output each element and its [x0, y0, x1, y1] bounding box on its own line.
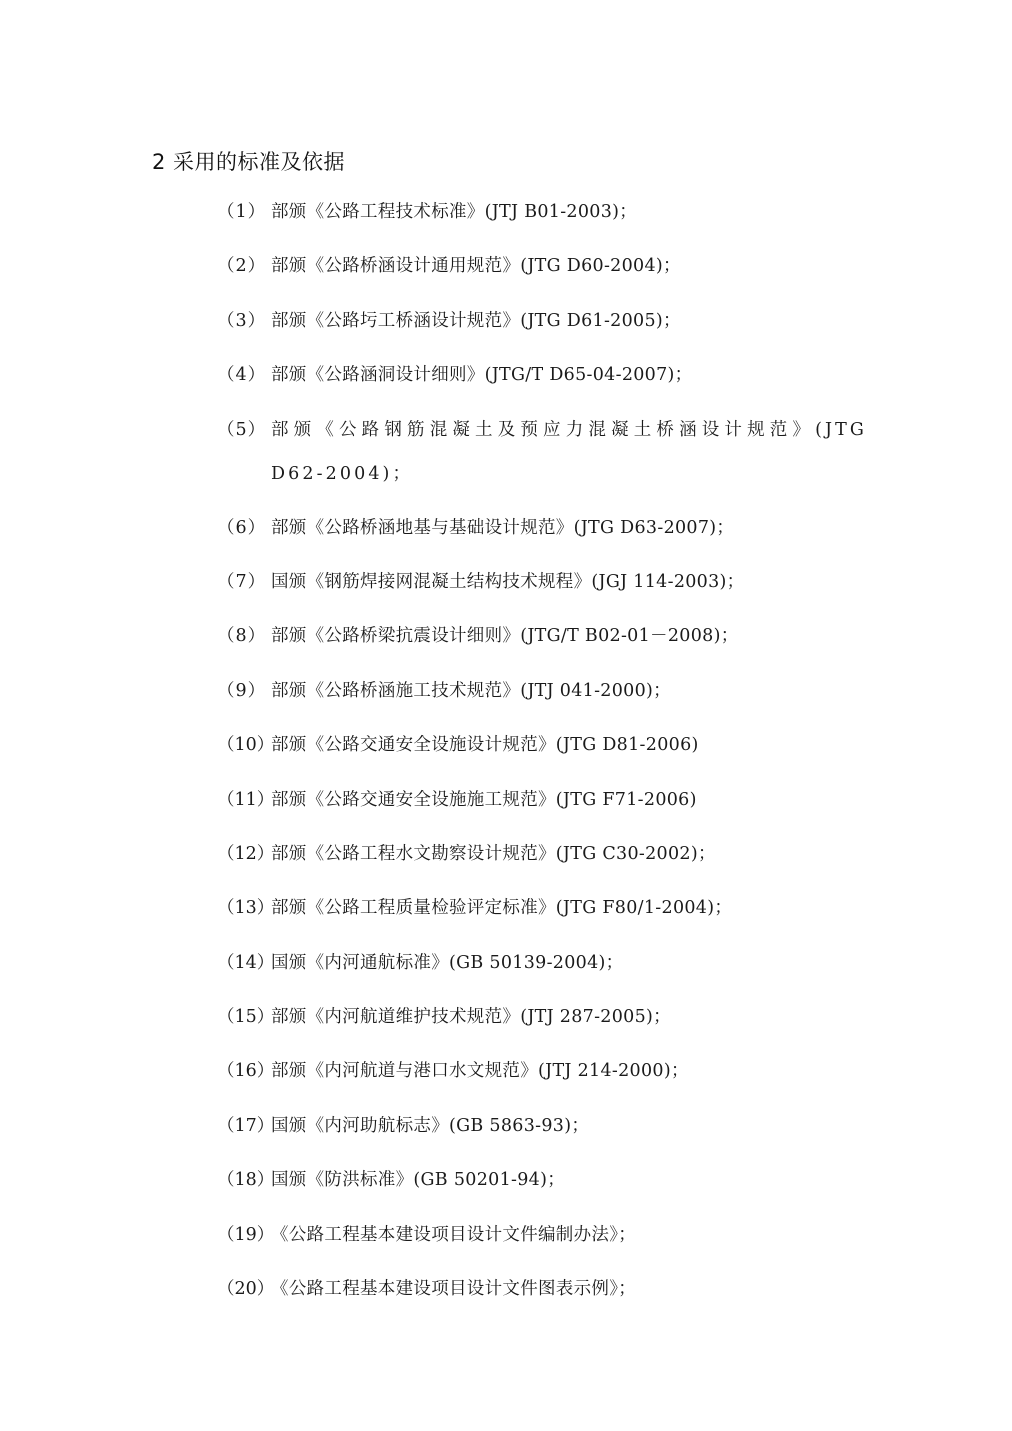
list-item [217, 513, 867, 543]
list-item-number: （18） [217, 1170, 275, 1191]
section-title: 2 采用的标准及依据 [152, 150, 346, 174]
list-item-text: 部颁《公路钢筋混凝土及预应力混凝土桥涵设计规范》(JTG D62-2004)； [271, 419, 867, 484]
list-item-text: 部颁《公路桥梁抗震设计细则》(JTG/T B02-01－2008)； [271, 626, 739, 647]
list-item-number: （17） [217, 1115, 275, 1136]
list-item-text: 国颁《钢筋焊接网混凝土结构技术规程》(JGJ 114-2003)； [271, 571, 745, 592]
list-item-text: 部颁《内河航道维护技术规范》(JTJ 287-2005)； [271, 1007, 671, 1028]
list-item [217, 415, 867, 496]
list-item-number: （10） [217, 735, 275, 756]
list-item-text: 部颁《公路桥涵施工技术规范》(JTJ 041-2000)； [271, 680, 671, 701]
list-item [217, 785, 867, 815]
list-item [217, 893, 867, 923]
list-item-text: 部颁《公路圬工桥涵设计规范》(JTG D61-2005)； [271, 310, 681, 331]
list-item-text: 部颁《公路交通安全设施施工规范》(JTG F71-2006) [271, 789, 697, 810]
list-item-number: （2） [217, 256, 267, 277]
list-item-number: （3） [217, 310, 267, 331]
list-item-number: （8） [217, 626, 267, 647]
list-item-text: 部颁《公路桥涵地基与基础设计规范》(JTG D63-2007)； [271, 517, 735, 538]
list-item [217, 621, 867, 651]
list-item-number: （12） [217, 843, 275, 864]
list-item-number: （1） [217, 202, 267, 222]
list-item [217, 306, 867, 336]
list-item [217, 1056, 867, 1086]
list-item-number: （15） [217, 1007, 275, 1028]
list-item-number: （6） [217, 517, 267, 538]
list-item-text: 部颁《公路工程技术标准》(JTJ B01-2003)； [271, 202, 638, 222]
list-item-text: 《公路工程基本建设项目设计文件图表示例》； [271, 1279, 637, 1300]
list-item [217, 1274, 867, 1304]
list-item [217, 1220, 867, 1250]
list-item-text: 部颁《公路工程水文勘察设计规范》(JTG C30-2002)； [271, 843, 716, 864]
list-item-text: 部颁《公路交通安全设施设计规范》(JTG D81-2006) [271, 735, 699, 756]
list-item-number: （20） [217, 1279, 275, 1300]
list-item-number: （9） [217, 680, 267, 701]
list-item-text: 《公路工程基本建设项目设计文件编制办法》； [271, 1224, 637, 1245]
list-item [217, 197, 867, 227]
list-item-number: （16） [217, 1061, 275, 1082]
list-item-number: （19） [217, 1224, 275, 1245]
list-item-number: （14） [217, 952, 275, 973]
list-item [217, 948, 867, 978]
list-item-text: 部颁《公路涵洞设计细则》(JTG/T D65-04-2007)； [271, 365, 693, 386]
list-item [217, 360, 867, 390]
list-item-text: 国颁《防洪标准》(GB 50201-94)； [271, 1170, 566, 1191]
list-item-text: 部颁《公路工程质量检验评定标准》(JTG F80/1-2004)； [271, 898, 733, 919]
list-item [217, 1165, 867, 1195]
list-item-number: （4） [217, 365, 267, 386]
list-item [217, 1002, 867, 1032]
list-item [217, 730, 867, 760]
list-item-number: （5） [217, 419, 267, 440]
list-item [217, 839, 867, 869]
list-item [217, 676, 867, 706]
list-item-text: 部颁《内河航道与港口水文规范》(JTJ 214-2000)； [271, 1061, 689, 1082]
list-item [217, 1111, 867, 1141]
list-item-text: 国颁《内河助航标志》(GB 5863-93)； [271, 1115, 590, 1136]
list-item-text: 部颁《公路桥涵设计通用规范》(JTG D60-2004)； [271, 256, 681, 277]
list-item [217, 567, 867, 597]
list-item [217, 251, 867, 281]
list-item-number: （7） [217, 571, 267, 592]
reference-list [217, 197, 867, 1328]
list-item-text: 国颁《内河通航标准》(GB 50139-2004)； [271, 952, 624, 973]
list-item-number: （13） [217, 898, 275, 919]
list-item-number: （11） [217, 789, 275, 810]
